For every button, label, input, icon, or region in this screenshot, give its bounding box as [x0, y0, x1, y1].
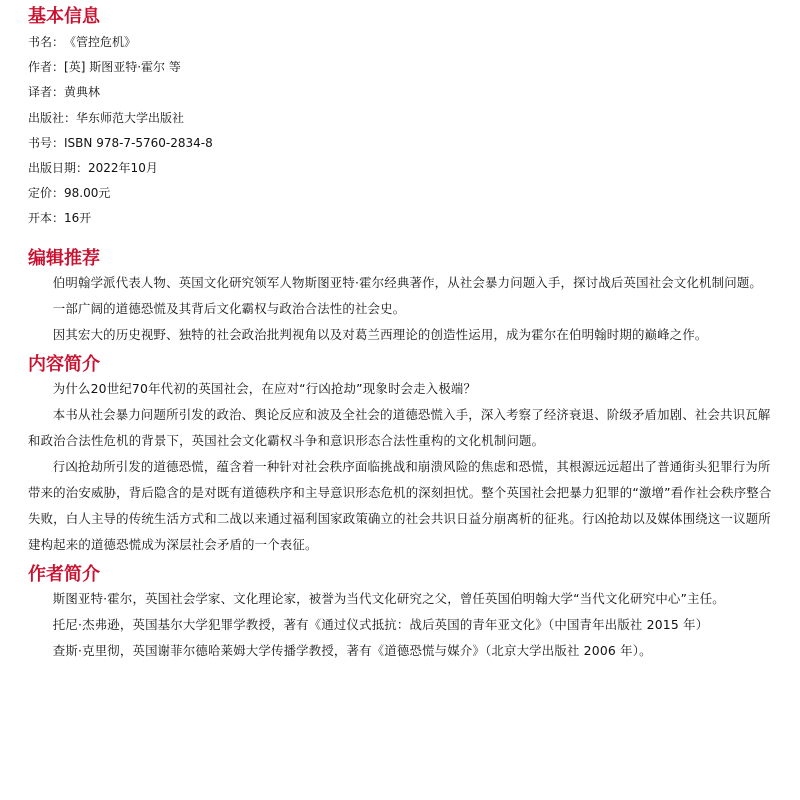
- info-row: [28, 156, 772, 181]
- author-intro-paragraph: 斯图亚特·霍尔，英国社会学家、文化理论家，被誉为当代文化研究之父，曾任英国伯明翰大学“当代文化研究中心”主任。: [52, 590, 725, 606]
- info-label: 定价：: [28, 186, 65, 201]
- content-summary-heading: 内容简介: [28, 353, 100, 375]
- editor-recommendation-heading: 编辑推荐: [28, 247, 100, 269]
- author-intro-section: [28, 564, 772, 664]
- info-value: ISBN 978-7-5760-2834-8: [64, 135, 213, 150]
- info-row: [28, 80, 772, 105]
- editor-recommendation-paragraph: 因其宏大的历史视野、独特的社会政治批判视角以及对葛兰西理论的创造性运用，成为霍尔在伯明翰时期的巅峰之作。: [52, 326, 708, 342]
- author-intro-paragraph: 托尼·杰弗逊，英国基尔大学犯罪学教授，著有《通过仪式抵抗：战后英国的青年亚文化》（中国青年出版社 2015 年）: [52, 616, 709, 632]
- info-value: 华东师范大学出版社: [76, 110, 185, 125]
- author-intro-paragraph: 查斯·克里彻，英国谢菲尔德哈莱姆大学传播学教授，著有《道德恐慌与媒介》（北京大学出版社 2006 年）。: [52, 642, 652, 658]
- basic-info-section: [28, 6, 772, 232]
- editor-recommendation-paragraph: 伯明翰学派代表人物、英国文化研究领军人物斯图亚特·霍尔经典著作，从社会暴力问题入手，探讨战后英国社会文化机制问题。: [52, 274, 763, 290]
- info-label: 书名：: [28, 35, 65, 49]
- info-value: [英] 斯图亚特·霍尔 等: [64, 60, 181, 75]
- info-row: [28, 181, 772, 206]
- author-intro-body: [28, 586, 772, 664]
- info-row: [28, 106, 772, 131]
- info-value: 2022年10月: [88, 161, 158, 176]
- info-label: 开本：: [28, 211, 65, 226]
- basic-info-list: [28, 30, 772, 232]
- info-value: 16开: [64, 211, 92, 226]
- info-label: 出版社：: [28, 110, 77, 125]
- info-label: 出版日期：: [28, 161, 89, 176]
- info-value: 98.00元: [64, 186, 111, 201]
- editor-recommendation-paragraph: 一部广阔的道德恐慌及其背后文化霸权与政治合法性的社会史。: [52, 300, 406, 316]
- info-value: 《管控危机》: [64, 35, 137, 49]
- content-summary-body: [28, 376, 772, 558]
- info-row: [28, 30, 772, 55]
- info-label: 译者：: [28, 85, 65, 100]
- info-row: [28, 206, 772, 231]
- content-summary-section: [28, 354, 772, 558]
- info-row: [28, 55, 772, 80]
- basic-info-heading: 基本信息: [28, 6, 100, 27]
- content-summary-paragraph: 本书从社会暴力问题所引发的政治、舆论反应和波及全社会的道德恐慌入手，深入考察了经济衰退、阶级矛盾加剧、社会共识瓦解和政治合法性危机的背景下，英国社会文化霸权斗争和意识形态合法性重构的文化机制问题。: [28, 406, 771, 448]
- info-value: 黄典林: [64, 85, 101, 100]
- info-label: 作者：: [28, 60, 65, 75]
- author-intro-heading: 作者简介: [28, 563, 100, 585]
- content-summary-paragraph: 行凶抢劫所引发的道德恐慌，蕴含着一种针对社会秩序面临挑战和崩溃风险的焦虑和恐慌，其根源远远超出了普通街头犯罪行为所带来的治安威胁，背后隐含的是对既有道德秩序和主导意识形态危机的深刻担忧。整个英国社会把暴力犯罪的“激增”看作社会秩序整合失败，白人主导的传统生活方式和二战以来通过福利国家政策确立的社会共识日益分崩离析的征兆。行凶抢劫以及媒体围绕这一议题所建构起来的道德恐慌成为深层社会矛盾的一个表征。: [28, 458, 772, 552]
- editor-recommendation-body: [28, 270, 772, 348]
- editor-recommendation-section: [28, 248, 772, 348]
- info-label: 书号：: [28, 135, 65, 150]
- info-row: [28, 131, 772, 156]
- content-summary-paragraph: 为什么20世纪70年代初的英国社会，在应对“行凶抢劫”现象时会走入极端？: [52, 380, 477, 396]
